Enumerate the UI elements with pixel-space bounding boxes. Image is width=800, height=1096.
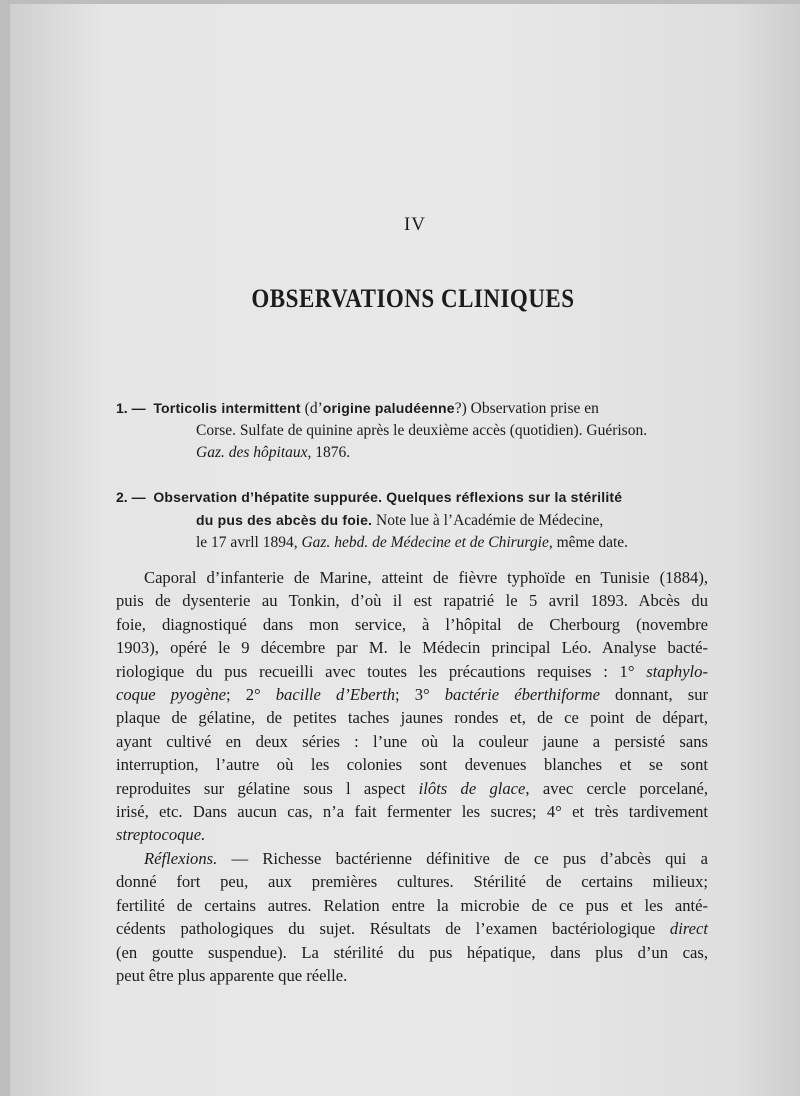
body-text-span: donnant, sur bbox=[599, 685, 709, 705]
entry-2-line-3 bbox=[116, 532, 706, 554]
journal-name: Gaz. hebd. de Médecine et de Chirurgie bbox=[301, 534, 549, 551]
bibliography-entry-2 bbox=[116, 486, 706, 554]
entry-number: 2. — bbox=[116, 489, 146, 505]
body-line: interruption, l’autre où les colonies sont devenues blanches et se sont bbox=[116, 755, 708, 775]
body-italic: coque pyogène bbox=[116, 685, 226, 705]
body-line: irisé, etc. Dans aucun cas, n’a fait fermenter les sucres; 4° et très tardivement bbox=[116, 802, 708, 822]
body-text-span: ; 2° bbox=[226, 685, 276, 705]
entry-1-line-1 bbox=[116, 397, 706, 420]
journal-name: Gaz. des hôpitaux bbox=[196, 444, 308, 461]
body-line: Caporal d’infanterie de Marine, atteint de fièvre typhoïde en Tunisie (1884), bbox=[144, 568, 708, 587]
chapter-number: IV bbox=[403, 214, 427, 235]
entry-number: 1. — bbox=[116, 400, 146, 416]
bibliography-entry-1 bbox=[116, 397, 706, 464]
body-line: donné fort peu, aux premières cultures. Stérilité de certains milieux; bbox=[116, 872, 708, 892]
entry-1-line-3 bbox=[116, 442, 706, 464]
body-line bbox=[116, 660, 708, 683]
body-italic: ilôts de glace bbox=[418, 778, 526, 798]
body-line: peut être plus apparente que réelle. bbox=[116, 965, 348, 985]
entry-date: le 17 avrll 1894, bbox=[196, 534, 302, 551]
entry-title-bold: Observation d’hépatite suppurée. Quelques réflexions sur la stérilité bbox=[153, 489, 623, 505]
entry-title-bold-2: du pus des abcès du foie. bbox=[196, 512, 373, 528]
body-text-span: ; 3° bbox=[395, 685, 445, 705]
body-line bbox=[116, 683, 708, 706]
body-italic: streptocoque. bbox=[116, 825, 206, 845]
body-line: fertilité de certains autres. Relation entre la microbie de ce pus et les anté- bbox=[116, 895, 708, 915]
body-text-span: cédents pathologiques du sujet. Résultats de l’examen bactériologique bbox=[116, 919, 670, 939]
entry-text: , même date. bbox=[548, 534, 629, 551]
entry-1-line-2: Corse. Sulfate de quinine après le deuxième accès (quotidien). Guérison. bbox=[196, 422, 648, 439]
body-text-span: , avec cercle porcelané, bbox=[525, 778, 708, 798]
body-text-span: riologique du pus recueilli avec toutes les précautions requises : 1° bbox=[116, 661, 647, 681]
body-italic: direct bbox=[669, 919, 708, 939]
entry-2-line-2 bbox=[116, 509, 706, 532]
body-italic: staphylo- bbox=[646, 661, 708, 681]
body-line bbox=[116, 823, 708, 846]
reflexions-heading: Réflexions. bbox=[144, 848, 218, 868]
body-italic: bacille d’Eberth bbox=[275, 685, 395, 705]
body-line: foie, diagnostiqué dans mon service, à l’hôpital de Cherbourg (novembre bbox=[116, 614, 708, 634]
entry-title-bold: Torticolis intermittent bbox=[153, 400, 301, 416]
body-text-span: reproduites sur gélatine sous l aspect bbox=[116, 778, 419, 798]
body-line bbox=[116, 847, 708, 870]
chapter-title: OBSERVATIONS CLINIQUES bbox=[251, 284, 575, 313]
body-italic: bactérie éberthiforme bbox=[444, 685, 600, 705]
entry-text: (d’ bbox=[304, 400, 323, 417]
body-line: (en goutte suspendue). La stérilité du pus hépatique, dans plus d’un cas, bbox=[116, 942, 708, 962]
entry-year: , 1876. bbox=[307, 444, 351, 461]
entry-text: ?) Observation prise en bbox=[454, 400, 599, 417]
body-line: puis de dysenterie au Tonkin, d’où il est rapatrié le 5 avril 1893. Abcès du bbox=[116, 591, 708, 611]
body-text-span: — Richesse bactérienne définitive de ce pus d’abcès qui a bbox=[217, 848, 708, 868]
body-line: 1903), opéré le 9 décembre par M. le Médecin principal Léo. Analyse bacté- bbox=[116, 638, 708, 658]
body-line: ayant cultivé en deux séries : l’une où la couleur jaune a persisté sans bbox=[116, 731, 708, 751]
body-line bbox=[116, 777, 708, 800]
entry-text: Note lue à l’Académie de Médecine, bbox=[376, 512, 604, 529]
entry-title-bold-2: origine paludéenne bbox=[322, 400, 455, 416]
body-line bbox=[116, 917, 708, 940]
observation-body bbox=[116, 566, 708, 987]
entry-2-line-1 bbox=[116, 486, 706, 509]
body-line: plaque de gélatine, de petites taches jaunes rondes et, de ce point de départ, bbox=[116, 708, 708, 728]
